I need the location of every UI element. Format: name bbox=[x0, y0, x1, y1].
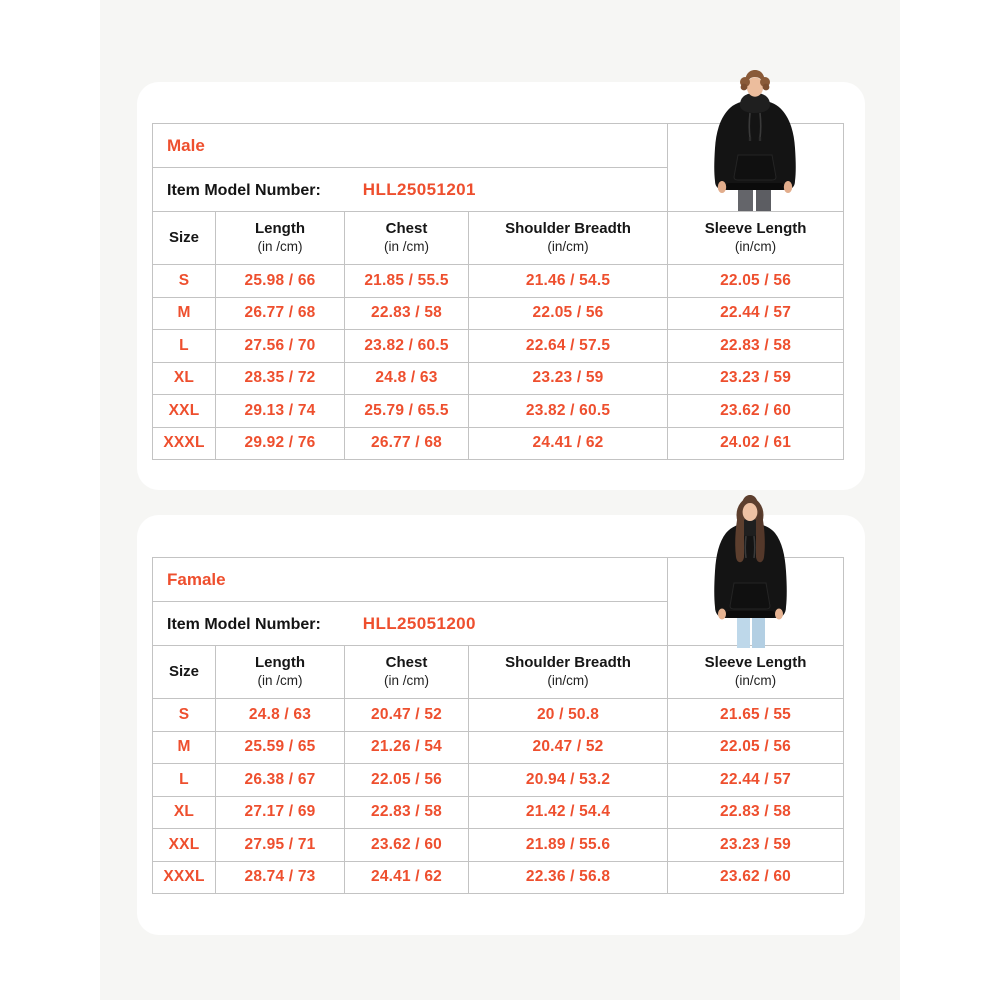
value-cell: 21.85 / 55.5 bbox=[345, 265, 469, 298]
size-cell: S bbox=[153, 699, 216, 732]
size-cell: L bbox=[153, 330, 216, 363]
value-cell: 28.74 / 73 bbox=[216, 861, 345, 894]
value-cell: 29.92 / 76 bbox=[216, 427, 345, 460]
value-cell: 20.47 / 52 bbox=[345, 699, 469, 732]
value-cell: 22.83 / 58 bbox=[668, 330, 844, 363]
value-cell: 23.82 / 60.5 bbox=[469, 395, 668, 428]
value-cell: 28.35 / 72 bbox=[216, 362, 345, 395]
value-cell: 24.8 / 63 bbox=[216, 699, 345, 732]
value-cell: 29.13 / 74 bbox=[216, 395, 345, 428]
table-header-row bbox=[153, 212, 844, 265]
table-row bbox=[153, 330, 844, 363]
value-cell: 25.79 / 65.5 bbox=[345, 395, 469, 428]
column-header-length: Length (in /cm) bbox=[216, 212, 345, 265]
value-cell: 22.83 / 58 bbox=[345, 796, 469, 829]
table-row bbox=[153, 829, 844, 862]
value-cell: 24.41 / 62 bbox=[345, 861, 469, 894]
size-cell: XXXL bbox=[153, 861, 216, 894]
table-row bbox=[153, 699, 844, 732]
column-header-shoulder-breadth: Shoulder Breadth (in/cm) bbox=[469, 212, 668, 265]
value-cell: 21.26 / 54 bbox=[345, 731, 469, 764]
value-cell: 23.62 / 60 bbox=[668, 395, 844, 428]
value-cell: 22.64 / 57.5 bbox=[469, 330, 668, 363]
value-cell: 21.89 / 55.6 bbox=[469, 829, 668, 862]
value-cell: 22.83 / 58 bbox=[668, 796, 844, 829]
item-model-value: HLL25051201 bbox=[362, 179, 476, 199]
value-cell: 20.47 / 52 bbox=[469, 731, 668, 764]
value-cell: 21.65 / 55 bbox=[668, 699, 844, 732]
table-row bbox=[153, 796, 844, 829]
value-cell: 24.02 / 61 bbox=[668, 427, 844, 460]
item-model-value: HLL25051200 bbox=[362, 613, 476, 633]
column-header-shoulder-breadth: Shoulder Breadth (in/cm) bbox=[469, 646, 668, 699]
male-size-chart-card bbox=[137, 82, 865, 490]
size-cell: S bbox=[153, 265, 216, 298]
size-cell: M bbox=[153, 297, 216, 330]
value-cell: 27.17 / 69 bbox=[216, 796, 345, 829]
size-cell: XL bbox=[153, 362, 216, 395]
value-cell: 26.77 / 68 bbox=[216, 297, 345, 330]
value-cell: 23.23 / 59 bbox=[668, 829, 844, 862]
column-header-chest: Chest (in /cm) bbox=[345, 212, 469, 265]
table-row bbox=[153, 297, 844, 330]
value-cell: 22.05 / 56 bbox=[469, 297, 668, 330]
female-model-photo bbox=[703, 493, 798, 648]
column-header-size: Size bbox=[153, 212, 216, 265]
value-cell: 21.42 / 54.4 bbox=[469, 796, 668, 829]
size-cell: L bbox=[153, 764, 216, 797]
table-row bbox=[153, 427, 844, 460]
value-cell: 23.62 / 60 bbox=[345, 829, 469, 862]
gender-label: Male bbox=[153, 124, 668, 168]
value-cell: 23.23 / 59 bbox=[469, 362, 668, 395]
value-cell: 26.77 / 68 bbox=[345, 427, 469, 460]
value-cell: 22.05 / 56 bbox=[668, 265, 844, 298]
value-cell: 23.62 / 60 bbox=[668, 861, 844, 894]
value-cell: 22.05 / 56 bbox=[345, 764, 469, 797]
table-row bbox=[153, 731, 844, 764]
size-cell: XXL bbox=[153, 395, 216, 428]
value-cell: 22.05 / 56 bbox=[668, 731, 844, 764]
size-cell: XL bbox=[153, 796, 216, 829]
column-header-sleeve-length: Sleeve Length (in/cm) bbox=[668, 212, 844, 265]
value-cell: 24.8 / 63 bbox=[345, 362, 469, 395]
value-cell: 21.46 / 54.5 bbox=[469, 265, 668, 298]
table-header-row bbox=[153, 646, 844, 699]
column-header-length: Length (in /cm) bbox=[216, 646, 345, 699]
table-row bbox=[153, 861, 844, 894]
value-cell: 22.83 / 58 bbox=[345, 297, 469, 330]
value-cell: 20.94 / 53.2 bbox=[469, 764, 668, 797]
male-model-photo bbox=[700, 68, 810, 211]
value-cell: 22.44 / 57 bbox=[668, 764, 844, 797]
value-cell: 22.44 / 57 bbox=[668, 297, 844, 330]
female-size-chart-card bbox=[137, 515, 865, 935]
content-panel bbox=[100, 0, 900, 1000]
value-cell: 26.38 / 67 bbox=[216, 764, 345, 797]
item-model-label: Item Model Number: bbox=[167, 181, 321, 199]
table-row bbox=[153, 265, 844, 298]
value-cell: 20 / 50.8 bbox=[469, 699, 668, 732]
value-cell: 27.95 / 71 bbox=[216, 829, 345, 862]
value-cell: 25.59 / 65 bbox=[216, 731, 345, 764]
size-cell: XXXL bbox=[153, 427, 216, 460]
value-cell: 27.56 / 70 bbox=[216, 330, 345, 363]
value-cell: 24.41 / 62 bbox=[469, 427, 668, 460]
value-cell: 22.36 / 56.8 bbox=[469, 861, 668, 894]
table-row bbox=[153, 362, 844, 395]
column-header-chest: Chest (in /cm) bbox=[345, 646, 469, 699]
item-model-label: Item Model Number: bbox=[167, 615, 321, 633]
column-header-sleeve-length: Sleeve Length (in/cm) bbox=[668, 646, 844, 699]
value-cell: 23.82 / 60.5 bbox=[345, 330, 469, 363]
size-cell: M bbox=[153, 731, 216, 764]
table-row bbox=[153, 764, 844, 797]
value-cell: 23.23 / 59 bbox=[668, 362, 844, 395]
value-cell: 25.98 / 66 bbox=[216, 265, 345, 298]
size-cell: XXL bbox=[153, 829, 216, 862]
gender-label: Famale bbox=[153, 558, 668, 602]
table-row bbox=[153, 395, 844, 428]
column-header-size: Size bbox=[153, 646, 216, 699]
